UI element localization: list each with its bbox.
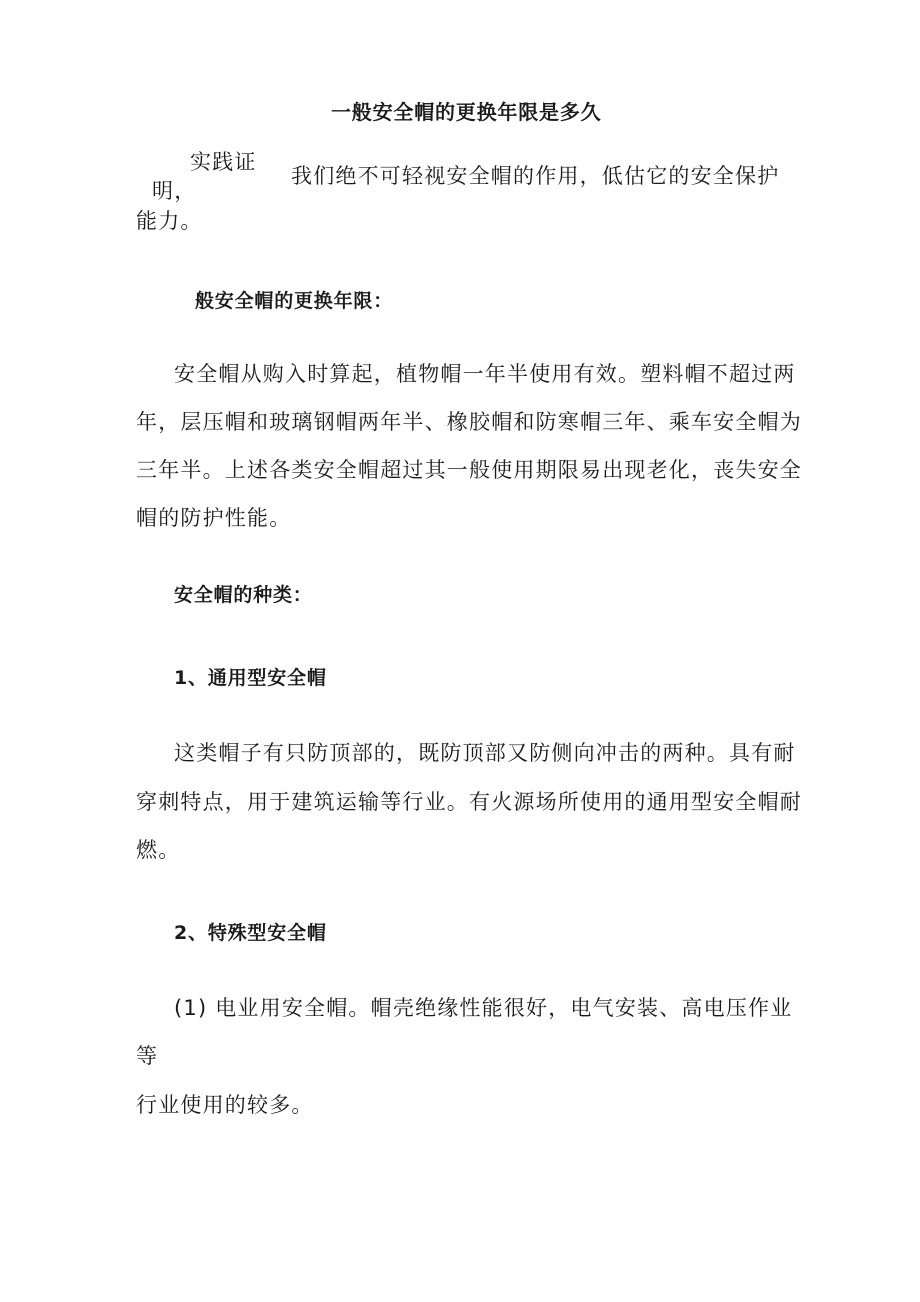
type1-line: 燃。 (136, 838, 181, 862)
type1-line: 这类帽子有只防顶部的，既防顶部又防侧向冲击的两种。具有耐 (174, 741, 796, 765)
types-heading: 安全帽的种类： (174, 584, 313, 606)
type1-line: 穿刺特点，用于建筑运输等行业。有火源场所使用的通用型安全帽耐 (136, 790, 802, 814)
type2-heading: 2、特殊型安全帽 (174, 922, 327, 944)
type1-heading: 1、通用型安全帽 (174, 667, 327, 689)
document-title: 一般安全帽的更换年限是多久 (331, 100, 602, 124)
intro-text-part2: 明， (152, 179, 197, 203)
lifespan-line: 帽的防护性能。 (136, 506, 292, 530)
type2-item1-line: 等 (136, 1044, 159, 1068)
type2-item1-line: 行业使用的较多。 (136, 1093, 314, 1117)
lifespan-line: 年，层压帽和玻璃钢帽两年半、橡胶帽和防寒帽三年、乘车安全帽为 (136, 410, 802, 434)
type2-item1-line: (1) 电业用安全帽。帽壳绝缘性能很好，电气安装、高电压作业 (174, 996, 793, 1020)
lifespan-line: 安全帽从购入时算起，植物帽一年半使用有效。塑料帽不超过两 (174, 362, 796, 386)
intro-text-part1: 实践证 (190, 150, 257, 174)
intro-text-part3: 我们绝不可轻视安全帽的作用，低估它的安全保护 (291, 164, 780, 188)
lifespan-line: 三年半。上述各类安全帽超过其一般使用期限易出现老化，丧失安全 (136, 458, 802, 482)
lifespan-heading: 般安全帽的更换年限： (195, 290, 394, 312)
intro-text-part4: 能力。 (136, 209, 203, 233)
